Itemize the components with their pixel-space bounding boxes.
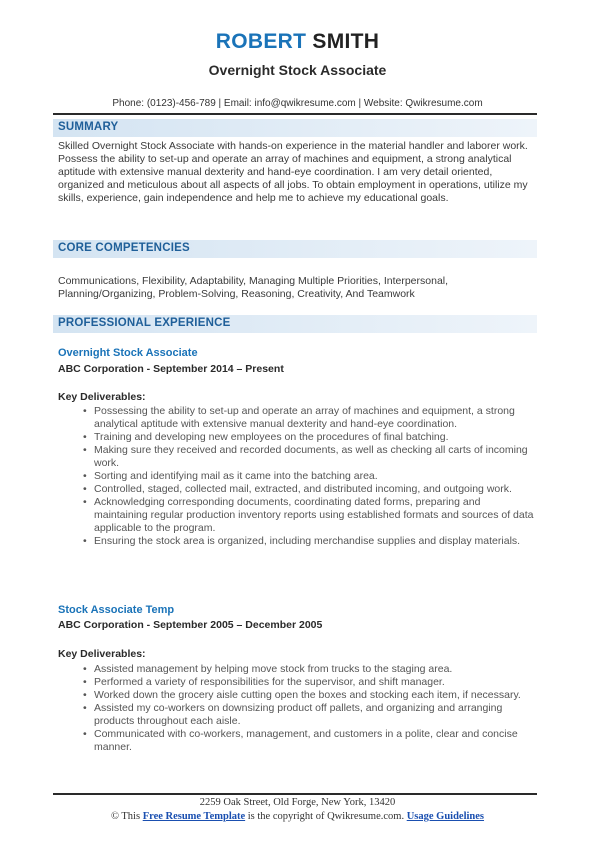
key-deliverables-label-2: Key Deliverables: [58,648,146,660]
deliverables-list-1 [58,405,536,548]
key-deliverables-label-1: Key Deliverables: [58,391,146,403]
company-line-1: ABC Corporation - September 2014 – Present [58,363,284,375]
free-resume-template-link[interactable]: Free Resume Template [142,811,246,822]
competencies-heading: CORE COMPETENCIES [58,242,190,254]
last-name: SMITH [312,30,380,53]
competencies-section-bar [53,240,537,258]
list-item: • Ensuring the stock area is organized, including merchandise supplies and display materials. [58,535,536,548]
list-item: • Making sure they received and recorded documents, as well as checking all carts of incoming work. [58,444,536,470]
footer-address: 2259 Oak Street, Old Forge, New York, 13420 [199,797,396,808]
job-title-1: Overnight Stock Associate [58,347,198,359]
summary-text: Skilled Overnight Stock Associate with hands-on experience in the material handler and laborer work. Possess the ability to set-up and operate an array of machines and equipment, a strong analytical aptitude with extensive manual dexterity and hand-eye coordination. I am very detail oriented, organized and meticulous about all aspects of all jobs. To obtain employment in operations, utilize my skills, experience, gain independence and help me to achieve my educational goals. [58,140,528,204]
footer-divider [53,793,537,795]
copyright-middle: is the copyright of Qwikresume.com. [245,811,407,822]
footer-copyright [0,811,595,822]
list-item: • Sorting and identifying mail as it came into the batching area. [58,470,536,483]
competencies-text: Communications, Flexibility, Adaptability, Managing Multiple Priorities, Interpersonal, Planning/Organizing, Problem-Solving, Reasoning, Creativity, And Teamwork [58,275,449,300]
list-item: • Training and developing new employees on the procedures of final batching. [58,431,536,444]
list-item: • Assisted management by helping move stock from trucks to the staging area. [58,663,536,676]
resume-header [0,0,595,110]
list-item: • Possessing the ability to set-up and operate an array of machines and equipment, a strong analytical aptitude with extensive manual dexterity and hand-eye coordination. [58,405,536,431]
header-divider [53,113,537,115]
copyright-prefix: © This [110,811,143,822]
list-item: • Assisted my co-workers on downsizing product off pallets, and organizing and arranging products throughout each aisle. [58,702,536,728]
list-item: • Acknowledging corresponding documents, coordinating dated forms, preparing and maintaining regular production inventory reports using established formats and sources of data applicable to the program. [58,496,536,535]
experience-heading: PROFESSIONAL EXPERIENCE [58,317,231,329]
list-item: • Worked down the grocery aisle cutting open the boxes and stocking each item, if necessary. [58,689,536,702]
company-line-2: ABC Corporation - September 2005 – December 2005 [58,619,323,631]
job-title-2: Stock Associate Temp [58,604,175,616]
job-title: Overnight Stock Associate [208,62,387,78]
list-item: • Performed a variety of responsibilities for the supervisor, and shift manager. [58,676,536,689]
summary-heading: SUMMARY [58,121,119,133]
contact-line: Phone: (0123)-456-789 | Email: info@qwikresume.com | Website: Qwikresume.com [112,98,483,109]
list-item: • Controlled, staged, collected mail, extracted, and distributed incoming, and outgoing work. [58,483,536,496]
list-item: • Communicated with co-workers, management, and customers in a polite, clear and concise manner. [58,728,536,754]
deliverables-list-2 [58,663,536,754]
summary-section-bar [53,119,537,137]
usage-guidelines-link[interactable]: Usage Guidelines [406,811,485,822]
first-name: ROBERT [215,30,307,53]
experience-section-bar [53,315,537,333]
candidate-name [0,30,595,54]
